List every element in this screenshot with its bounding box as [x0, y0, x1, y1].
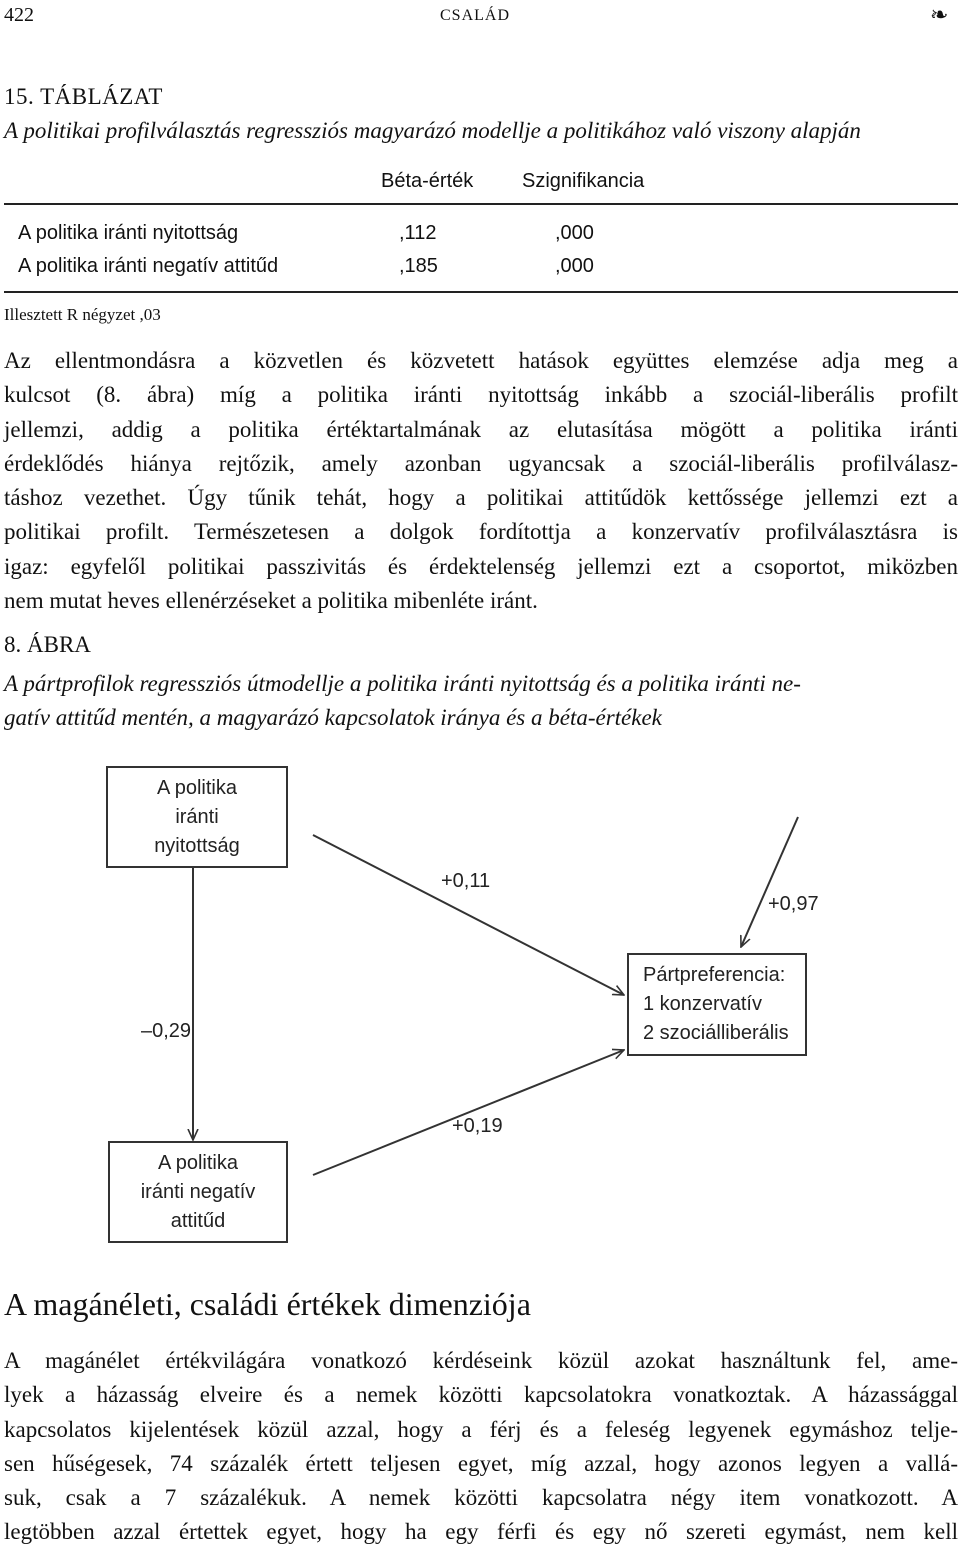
arrow-negative-to-party	[313, 1050, 624, 1175]
arrow-residual-to-party	[741, 817, 798, 947]
row-beta: ,112	[399, 222, 437, 244]
box-party-preference	[627, 953, 807, 1056]
box-negative-attitude	[108, 1141, 288, 1243]
text-line: jellemzi, addig a politika értéktartalmának az elutasítása mögött a politika iránti	[4, 416, 958, 442]
box-political-openness	[106, 766, 288, 868]
figure-caption	[4, 667, 958, 735]
table-caption: A politikai profilválasztás regressziós magyarázó modellje a politikához való viszony alapján	[4, 118, 861, 143]
table-top-rule	[4, 203, 958, 205]
box-line: iránti negatív	[140, 1180, 256, 1203]
row-label: A politika iránti nyitottság	[18, 222, 239, 244]
box-line: A politika	[157, 1151, 239, 1174]
box-line: attitűd	[170, 1209, 226, 1232]
box-line: 2 szociálliberális	[643, 1022, 789, 1044]
text-line: kapcsolatos kijelentések közül azzal, hogy a férj és a feleség legyenek egymáshoz telje-	[4, 1416, 958, 1442]
running-title: CSALÁD	[440, 7, 511, 24]
text-line: Az ellentmondásra a közvetlen és közvetett hatások együttes elemzése adja meg a	[4, 348, 958, 373]
text-line: érdeklődés hiánya rejtőzik, amely azonban ugyancsak a szociál-liberális profilválasz-	[4, 450, 958, 476]
text-line: legtöbben azzal értettek egyet, hogy ha egy férfi és egy nő szereti egymást, nem kell	[4, 1519, 958, 1545]
path-diagram	[0, 760, 960, 1260]
text-line: kulcsot (8. ábra) míg a politika iránti nyitottság inkább a szociál-liberális profilt	[4, 382, 958, 408]
coefficient-openness-negative: –0,29	[141, 1020, 192, 1042]
box-line: iránti	[175, 805, 219, 828]
column-header-significance: Szignifikancia	[522, 170, 645, 192]
section-title: A magánéleti, családi értékek dimenziója	[4, 1286, 531, 1322]
row-label: A politika iránti negatív attitűd	[18, 255, 279, 277]
box-line: Pártpreferencia:	[643, 964, 786, 986]
row-beta: ,185	[399, 255, 438, 277]
coefficient-openness-party: +0,11	[441, 870, 491, 892]
coefficient-negative-party: +0,19	[452, 1115, 503, 1137]
box-line: A politika	[156, 776, 238, 799]
text-line: táshoz vezethet. Úgy tűnik tehát, hogy a politikai attitűdök kettőssége jellemzi ezt a	[4, 485, 958, 511]
fleuron-ornament-icon: ❧	[930, 2, 949, 27]
text-line: A magánélet értékvilágára vonatkozó kérdéseink közül azokat használtunk fel, ame-	[4, 1348, 958, 1373]
figure-label: 8. ÁBRA	[4, 632, 91, 657]
text-line: politikai profilt. Természetesen a dolgok fordítottja a konzervatív profilválasztásra is	[4, 519, 958, 545]
page-number: 422	[4, 4, 34, 26]
text-line: suk, csak a 7 százalékuk. A nemek közötti kapcsolatra négy item vonatkozott. A	[4, 1485, 958, 1511]
text-line: nem mutat heves ellenérzéseket a politika mibenléte iránt.	[4, 588, 538, 614]
row-significance: ,000	[555, 222, 594, 244]
column-header-beta: Béta-érték	[381, 170, 474, 192]
body-paragraph-1	[4, 344, 958, 618]
table-label: 15. TÁBLÁZAT	[4, 84, 163, 109]
box-line: 1 konzervatív	[643, 993, 762, 1015]
arrow-openness-to-party	[313, 835, 624, 995]
text-line: lyek a házasság elveire és a nemek közötti kapcsolatokra vonatkoztak. A házassággal	[4, 1382, 958, 1408]
table-bottom-rule	[4, 291, 958, 293]
coefficient-residual: +0,97	[768, 893, 819, 915]
body-paragraph-2	[4, 1344, 958, 1550]
box-line: nyitottság	[154, 834, 240, 857]
table-footnote: Illesztett R négyzet ,03	[4, 305, 161, 324]
text-line: sen hűségesek, 74 százalék értett teljesen egyet, míg azzal, hogy azonos legyen a vallá-	[4, 1450, 958, 1476]
row-significance: ,000	[555, 255, 594, 277]
caption-line: gatív attitűd mentén, a magyarázó kapcsolatok iránya és a béta-értékek	[4, 705, 662, 730]
text-line: igaz: egyfelől politikai passzivitás és érdektelenség jellemzi ezt a csoportot, miközben	[4, 553, 958, 579]
caption-line: A pártprofilok regressziós útmodellje a politika iránti nyitottság és a politika iránti ne-	[4, 671, 801, 696]
